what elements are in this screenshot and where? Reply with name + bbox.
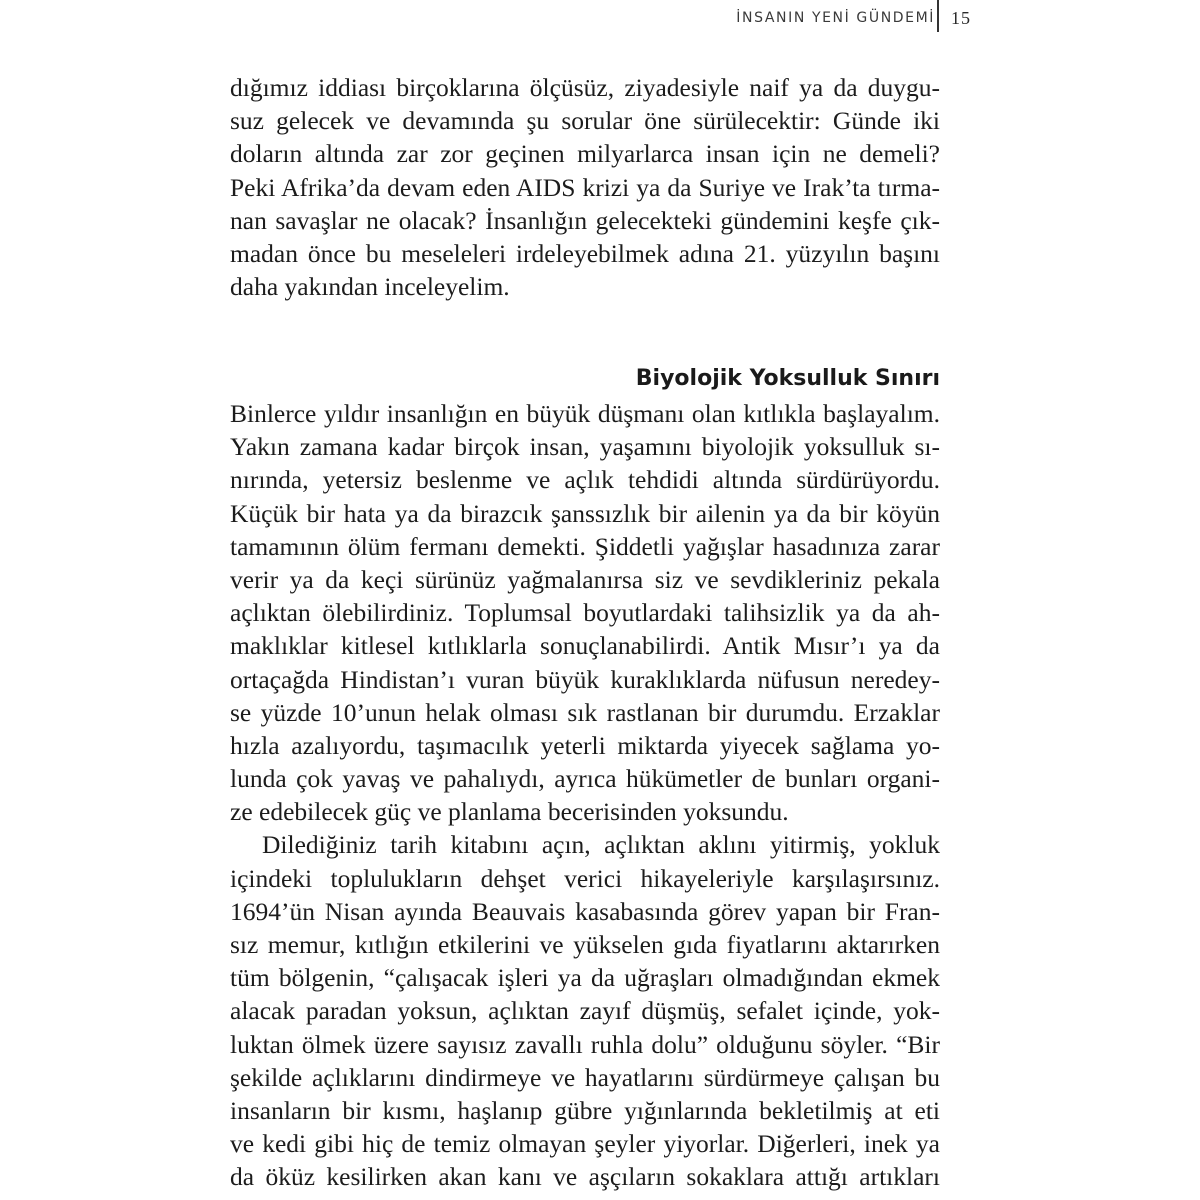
text-line: hızla azalıyordu, taşımacılık yeterli miktarda yiyecek sağlama yo- (230, 730, 940, 760)
text-line: verir ya da keçi sürünüz yağmalanırsa siz ve sevdikleriniz pekala (230, 564, 940, 594)
intro-paragraph (230, 71, 940, 303)
text-line: dığımız iddiası birçoklarına ölçüsüz, ziyadesiyle naif ya da duygu- (230, 73, 940, 102)
text-line: ze edebilecek güç ve planlama becerisinden yoksundu. (230, 797, 789, 827)
text-line: alacak paradan yoksun, açlıktan zayıf düşmüş, sefalet içinde, yok- (230, 996, 940, 1026)
paragraph (230, 397, 940, 828)
text-line: lunda çok yavaş ve pahalıydı, ayrıca hükümetler de bunları organi- (230, 764, 940, 794)
running-head-divider (937, 0, 939, 32)
text-line: tüm bölgenin, “çalışacak işleri ya da uğraşları olmadığından ekmek (230, 963, 940, 993)
text-line: içindeki toplulukların dehşet verici hikayeleriyle karşılaşırsınız. (230, 863, 940, 893)
text-line: nırında, yetersiz beslenme ve açlık tehdidi altında sürdürüyordu. (230, 465, 940, 495)
text-line: daha yakından inceleyelim. (230, 272, 510, 302)
text-line: şekilde açlıklarını dindirmeye ve hayatlarını sürdürmeye çalışan bu (230, 1062, 940, 1092)
text-line: ortaçağda Hindistan’ı vuran büyük kuraklıklarda nüfusun neredey- (230, 664, 940, 694)
section-body (230, 397, 940, 1194)
page-number: 15 (951, 8, 971, 28)
paragraph (230, 828, 940, 1193)
text-line: 1694’ün Nisan ayında Beauvais kasabasında görev yapan bir Fran- (230, 896, 940, 926)
text-line: doların altında zar zor geçinen milyarlarca insan için ne demeli? (230, 139, 940, 169)
text-line: Dilediğiniz tarih kitabını açın, açlıktan aklını yitirmiş, yokluk (262, 830, 940, 860)
text-line: ve kedi gibi hiç de temiz olmayan şeyler yiyorlar. Diğerleri, inek ya (230, 1129, 940, 1159)
text-line: madan önce bu meseleleri irdeleyebilmek adına 21. yüzyılın başını (230, 238, 940, 268)
text-line: maklıklar kitlesel kıtlıklarla sonuçlanabilirdi. Antik Mısır’ı ya da (230, 631, 940, 661)
text-line: nan savaşlar ne olacak? İnsanlığın gelecekteki gündemini keşfe çık- (230, 205, 940, 235)
text-line: suz gelecek ve devamında şu sorular öne sürülecektir: Günde iki (230, 106, 940, 136)
text-line: da öküz kesilirken akan kanı ve aşçıların sokaklara attığı artıkları (230, 1162, 940, 1192)
running-head-title: İNSANIN YENİ GÜNDEMİ (736, 10, 935, 26)
text-line: se yüzde 10’unun helak olması sık rastlanan bir durumdu. Erzaklar (230, 697, 940, 727)
text-line: luktan ölmek üzere sayısız zavallı ruhla dolu” olduğunu söyler. “Bir (230, 1029, 940, 1059)
text-line: açlıktan ölebilirdiniz. Toplumsal boyutlardaki talihsizlik ya da ah- (230, 598, 940, 628)
text-line: tamamının ölüm fermanı demekti. Şiddetli yağışlar hasadınıza zarar (230, 531, 940, 561)
text-line: sız memur, kıtlığın etkilerini ve yükselen gıda fiyatlarını aktarırken (230, 930, 940, 959)
section-heading: Biyolojik Yoksulluk Sınırı (635, 366, 940, 391)
text-line: Binlerce yıldır insanlığın en büyük düşmanı olan kıtlıkla başlayalım. (230, 399, 940, 428)
text-line: Küçük bir hata ya da birazcık şanssızlık bir ailenin ya da bir köyün (230, 498, 940, 528)
running-head (0, 0, 1200, 40)
text-line: Peki Afrika’da devam eden AIDS krizi ya da Suriye ve Irak’ta tırma- (230, 172, 940, 202)
text-line: insanların bir kısmı, haşlanıp gübre yığınlarında bekletilmiş at eti (230, 1095, 940, 1125)
text-line: Yakın zamana kadar birçok insan, yaşamını biyolojik yoksulluk sı- (230, 432, 940, 462)
